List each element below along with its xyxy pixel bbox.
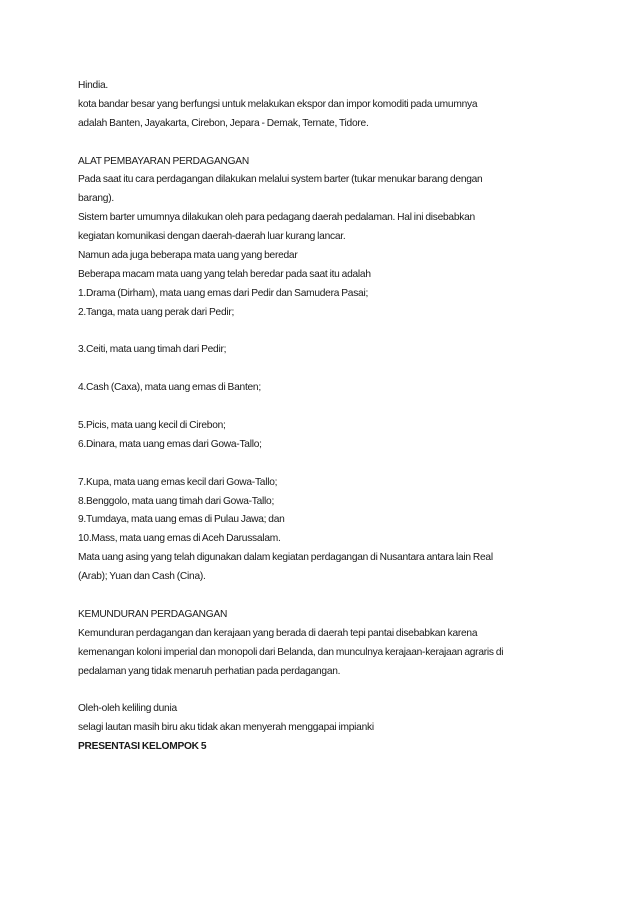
text-line: (Arab); Yuan dan Cash (Cina). bbox=[78, 571, 206, 583]
list-item: 2.Tanga, mata uang perak dari Pedir; bbox=[78, 306, 235, 318]
list-item: 6.Dinara, mata uang emas dari Gowa-Tallo; bbox=[78, 438, 262, 450]
section-heading-decline: KEMUNDURAN PERDAGANGAN bbox=[78, 608, 228, 620]
paragraph-gap bbox=[78, 455, 568, 474]
text-line: Pada saat itu cara perdagangan dilakukan melalui system barter (tukar menukar barang dengan bbox=[78, 174, 483, 186]
text-line: Beberapa macam mata uang yang telah beredar pada saat itu adalah bbox=[78, 268, 371, 280]
list-item: 3.Ceiti, mata uang timah dari Pedir; bbox=[78, 344, 227, 356]
text-line: Hindia. bbox=[78, 80, 108, 91]
text-line: adalah Banten, Jayakarta, Cirebon, Jepara - Demak, Ternate, Tidore. bbox=[78, 117, 369, 129]
text-line: pedalaman yang tidak menaruh perhatian pada perdagangan. bbox=[78, 665, 341, 677]
list-item: 5.Picis, mata uang kecil di Cirebon; bbox=[78, 420, 226, 432]
document-page bbox=[78, 77, 568, 757]
text-line: Oleh-oleh keliling dunia bbox=[78, 703, 177, 715]
text-line: Mata uang asing yang telah digunakan dalam kegiatan perdagangan di Nusantara antara lain Real bbox=[78, 552, 493, 564]
text-line: kegiatan komunikasi dengan daerah-daerah luar kurang lancar. bbox=[78, 231, 346, 243]
text-line: Sistem barter umumnya dilakukan oleh para pedagang daerah pedalaman. Hal ini disebabkan bbox=[78, 212, 475, 224]
paragraph-gap bbox=[78, 398, 568, 417]
paragraph-gap bbox=[78, 134, 568, 153]
paragraph-gap bbox=[78, 360, 568, 379]
list-item: 8.Benggolo, mata uang timah dari Gowa-Tallo; bbox=[78, 495, 275, 507]
paragraph-gap bbox=[78, 323, 568, 342]
paragraph-gap bbox=[78, 682, 568, 701]
text-line: barang). bbox=[78, 193, 114, 205]
list-item: 1.Drama (Dirham), mata uang emas dari Pedir dan Samudera Pasai; bbox=[78, 287, 369, 299]
list-item: 7.Kupa, mata uang emas kecil dari Gowa-Tallo; bbox=[78, 476, 278, 488]
footer-title: PRESENTASI KELOMPOK 5 bbox=[78, 741, 207, 753]
text-line: selagi lautan masih biru aku tidak akan menyerah menggapai impianki bbox=[78, 722, 374, 734]
text-line: kemenangan koloni imperial dan monopoli dari Belanda, dan munculnya kerajaan-kerajaan agraris di bbox=[78, 646, 504, 658]
list-item: 4.Cash (Caxa), mata uang emas di Banten; bbox=[78, 382, 261, 394]
text-line: kota bandar besar yang berfungsi untuk melakukan ekspor dan impor komoditi pada umumnya bbox=[78, 98, 478, 110]
list-item: 9.Tumdaya, mata uang emas di Pulau Jawa; dan bbox=[78, 514, 285, 526]
section-heading-payment: ALAT PEMBAYARAN PERDAGANGAN bbox=[78, 155, 249, 167]
list-item: 10.Mass, mata uang emas di Aceh Darussalam. bbox=[78, 533, 281, 545]
text-line: Kemunduran perdagangan dan kerajaan yang berada di daerah tepi pantai disebabkan karena bbox=[78, 627, 478, 639]
paragraph-gap bbox=[78, 587, 568, 606]
text-line: Namun ada juga beberapa mata uang yang beredar bbox=[78, 250, 298, 262]
